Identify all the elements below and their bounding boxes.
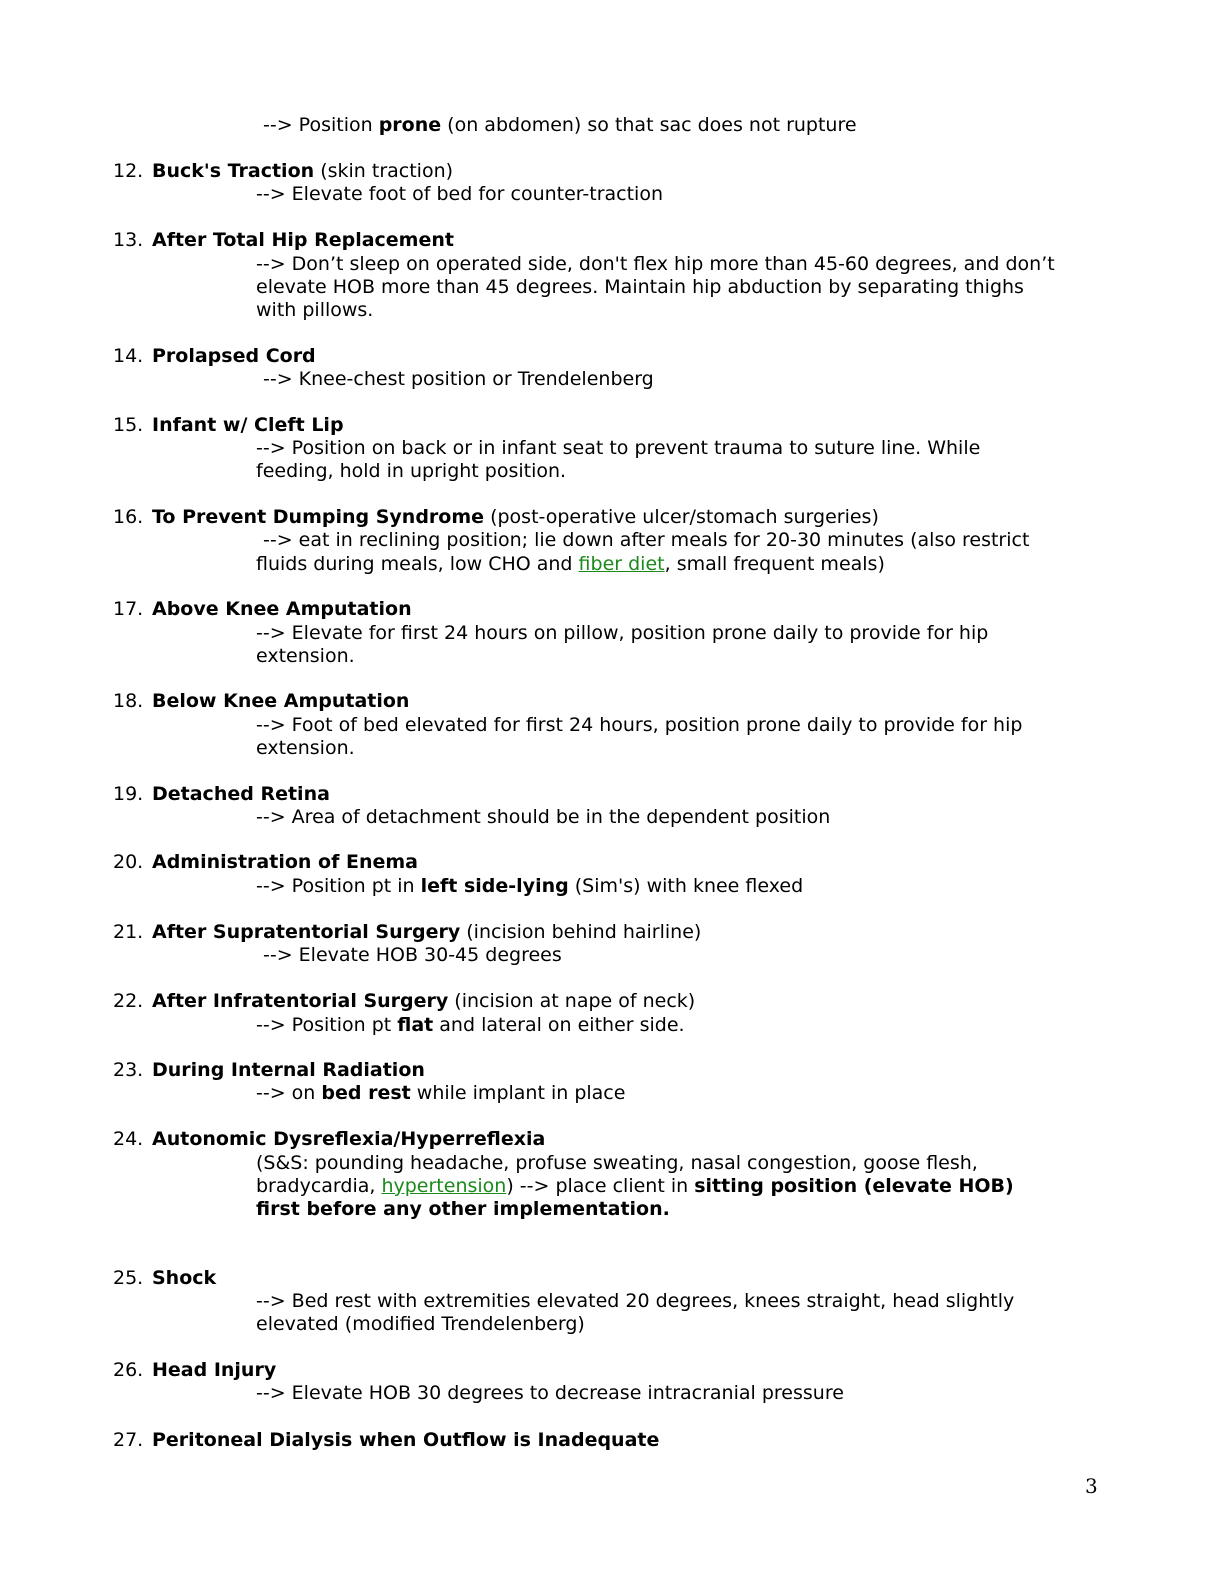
item-detail: elevate HOB more than 45 degrees. Maintain hip abduction by separating thighs [256,276,1024,298]
page-number: 3 [1085,1474,1098,1498]
item-detail: --> Foot of bed elevated for first 24 hours, position prone daily to provide for hip [256,714,1023,736]
item-detail: bradycardia, hypertension) --> place client in sitting position (elevate HOB) [256,1175,1014,1197]
item-title: Peritoneal Dialysis when Outflow is Inadequate [152,1429,660,1451]
fiber-diet-link[interactable]: fiber diet [578,553,665,575]
item-title: Detached Retina [152,783,330,805]
item-title: Above Knee Amputation [152,598,412,620]
intro-line: --> Position prone (on abdomen) so that sac does not rupture [263,114,857,136]
item-detail: with pillows. [256,299,374,321]
item-detail: (S&S: pounding headache, profuse sweating, nasal congestion, goose flesh, [256,1152,978,1174]
item-detail: feeding, hold in upright position. [256,460,567,482]
item-title: Infant w/ Cleft Lip [152,414,344,436]
item-title: Administration of Enema [152,851,418,873]
item-detail: --> Position pt flat and lateral on either side. [256,1014,685,1036]
document-page: --> Position prone (on abdomen) so that sac does not rupture 12. Buck's Traction (skin traction) --> Elevate foot of bed for counter-traction 13. After Total Hip Replacement --> Don’t sleep on operated side, don't flex hip more than 45-60 degrees, and don’t elevate HOB more than 45 degrees. Maintain hip abduction by separating thighs with pillows. 14. Prolapsed Cord --> Knee-chest position or Trendelenberg 15. Infant w/ Cleft Lip --> Position on back or in infant seat to prevent trauma to suture line. While feeding, hold in upright position. 16. To Prevent Dumping Syndrome (post-operative ulcer/stomach surgeries) --> eat in reclining position; lie down after meals for 20-30 minutes (also restrict fluids during meals, low CHO and fiber diet, small frequent meals) 17. Above Knee Amputation --> Elevate for first 24 hours on pillow, position prone daily to provide for hip extension. 18. Below Knee Amputation --> Foot of bed elevated for first 24 hours, position prone daily to provide for hip extension. 19. Detached Retina --> Area of detachment should be in the dependent position 20. Administration of Enema --> Position pt in left side-lying (Sim's) with knee flexed 21. After Supratentorial Surgery (incision behind hairline) --> Elevate HOB 30-45 degrees 22. After Infratentorial Surgery (incision at nape of neck) --> Position pt flat and lateral on either side. 23. During Internal Radiation --> on bed rest while implant in place 24. Autonomic Dysreflexia/Hyperreflexia (S&S: pounding headache, profuse sweating, nasal congestion, goose flesh, bradycardia, hypertension) --> place client in sitting position (elevate HOB) first before any other implementation. 25. Shock --> Bed rest with extremities elevated 20 degrees, knees straight, head slightly elevated (modified Trendelenberg) 26. Head Injury --> Elevate HOB 30 degrees to decrease intracranial pressure 27. Peritoneal Dialysis when Outflow is Inadequate 3 [113,114,1098,1498]
item-detail: first before any other implementation. [256,1198,670,1220]
item-title: Head Injury [152,1359,277,1381]
hypertension-link[interactable]: hypertension [381,1175,507,1197]
item-title: Prolapsed Cord [152,345,316,367]
item-title: After Total Hip Replacement [152,229,454,251]
item-title: To Prevent Dumping Syndrome [152,506,485,528]
item-detail: --> Position on back or in infant seat to prevent trauma to suture line. While [256,437,981,459]
item-detail: --> Elevate for first 24 hours on pillow, position prone daily to provide for hip [256,622,989,644]
item-detail: extension. [256,645,355,667]
item-title: During Internal Radiation [152,1059,425,1081]
item-detail: --> Bed rest with extremities elevated 20 degrees, knees straight, head slightly [256,1290,1015,1312]
item-detail: --> Don’t sleep on operated side, don't flex hip more than 45-60 degrees, and don’t [256,253,1055,275]
item-detail: --> Elevate foot of bed for counter-traction [256,183,663,205]
item-detail: extension. [256,737,355,759]
item-title: After Supratentorial Surgery [152,921,461,943]
item-detail: --> Knee-chest position or Trendelenberg [263,368,654,390]
item-title: After Infratentorial Surgery [152,990,449,1012]
item-detail: --> Area of detachment should be in the dependent position [256,806,831,828]
item-detail: fluids during meals, low CHO and fiber diet, small frequent meals) [256,553,885,575]
item-detail: --> eat in reclining position; lie down after meals for 20-30 minutes (also restrict [263,529,1030,551]
item-title: Autonomic Dysreflexia/Hyperreflexia [152,1128,546,1150]
item-detail: elevated (modified Trendelenberg) [256,1313,585,1335]
item-title: Below Knee Amputation [152,690,410,712]
item-detail: --> on bed rest while implant in place [256,1082,626,1104]
item-title: Shock [152,1267,217,1289]
item-detail: --> Elevate HOB 30-45 degrees [263,944,562,966]
item-detail: --> Position pt in left side-lying (Sim's) with knee flexed [256,875,804,897]
item-title: Buck's Traction [152,160,315,182]
item-detail: --> Elevate HOB 30 degrees to decrease intracranial pressure [256,1382,844,1404]
